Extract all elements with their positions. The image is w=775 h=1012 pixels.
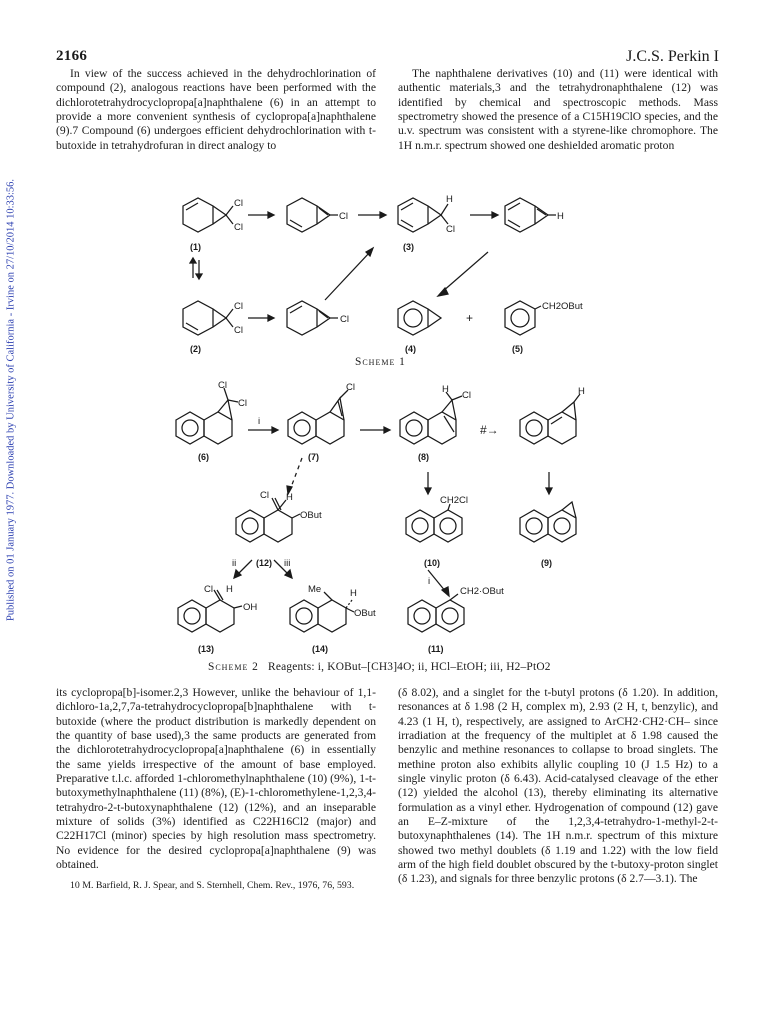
cyclopropanaphthalene-structure (520, 386, 585, 444)
compound-4-structure (398, 301, 441, 354)
cyclopropene-isomer-structure (287, 301, 349, 335)
compound-label: (2) (190, 344, 201, 354)
scheme-2-title: Scheme 2 (208, 661, 259, 673)
compound-label: (1) (190, 242, 201, 252)
substituent: CH2·OBut (460, 586, 504, 597)
atom-cl: Cl (340, 314, 349, 325)
substituent: OH (243, 602, 258, 613)
compound-label: (6) (198, 452, 209, 462)
compound-label: (14) (312, 644, 329, 654)
compound-label: (5) (512, 344, 523, 354)
compound-7-structure (288, 382, 355, 462)
body-paragraph: its cyclopropa[b]-isomer.2,3 However, unlike the behaviour of 1,1-dichloro-1a,2,7,7a-tetrahydrocyclopropa[b]naphthalene with t-butoxide (where the product distribution is markedly dependent on the quantity of base used),3 the same products are generated from the dichlorotetrahydrocyclopropa[a]naphthalene (6) in essentially the same yields irrespective of the amount of base employed. Preparative t.l.c. afforded 1-chloromethylnaphthalene (10) (9%), 1-t-butoxymethylnaphthalene (11) (8%), (E)-1-chloromethylene-1,2,3,4-tetrahydro-2-t-butoxynaphthalene (12) (12%), and an inseparable mixture of solids (3%) identified as C22H16Cl2 (major) and C22H17Cl (minor) species by high resolution mass spectrometry. No evidence for the desired cyclopropa[a]naphthalene (9) was obtained. (56, 686, 376, 872)
scheme-2-caption (208, 661, 551, 673)
atom-h: H (578, 386, 585, 397)
scheme-2-diagram (0, 380, 775, 658)
reagent-mark: i (258, 416, 261, 427)
watermark-text: Published on 01 January 1977. Downloaded by University of California - Irvine on 27/10/2014 10:33:56. (5, 178, 17, 622)
atom-h: H (350, 588, 357, 599)
compound-label: (8) (418, 452, 429, 462)
atom-cl: Cl (446, 224, 455, 235)
body-paragraph: The naphthalene derivatives (10) and (11) were identical with authentic materials,3 and the tetrahydronaphthalene (12) was identified by chemical and spectroscopic methods. Mass spectrometry showed the presence of a C15H19ClO species, and the u.v. spectrum was consistent with a styrene-like chromophore. The 1H n.m.r. spectrum showed one deshielded aromatic proton (398, 67, 718, 152)
reagent-mark: ii (232, 558, 237, 569)
atom-h: H (226, 584, 233, 595)
page-number: 2166 (56, 48, 88, 64)
compound-9-structure (520, 502, 576, 568)
atom-cl: Cl (218, 380, 227, 391)
atom-cl: Cl (234, 325, 243, 336)
body-paragraph: In view of the success achieved in the dehydrochlorination of compound (2), analogous reactions have been performed with the dichlorotetrahydrocyclopropa[a]naphthalene (6) in an attempt to provide a more convenient synthesis of cyclopropa[a]naphthalene (9).7 Compound (6) undergoes efficient dehydrochlorination with t-butoxide in tetrahydrofuran in direct analogy to (56, 67, 376, 152)
footnote: 10 M. Barfield, R. J. Spear, and S. Sternhell, Chem. Rev., 1976, 76, 593. (70, 880, 355, 892)
compound-label: (9) (541, 558, 552, 568)
substituent: OBut (354, 608, 376, 619)
atom-cl: Cl (260, 490, 269, 501)
compound-label: (11) (428, 644, 444, 654)
reagent-mark: iii (284, 558, 291, 569)
compound-14-structure (290, 584, 376, 654)
substituent: Me (308, 584, 322, 595)
compound-6-structure (176, 380, 247, 462)
compound-1-structure (183, 198, 243, 252)
compound-label: (4) (405, 344, 416, 354)
compound-8-structure (400, 384, 471, 462)
atom-cl: Cl (234, 301, 243, 312)
compound-label: (7) (308, 452, 319, 462)
atom-h: H (446, 194, 453, 205)
compound-label: (10) (424, 558, 441, 568)
atom-cl: Cl (234, 198, 243, 209)
atom-h: H (557, 211, 564, 222)
scheme-1-diagram (0, 188, 775, 360)
atom-cl: Cl (339, 211, 348, 222)
journal-name: J.C.S. Perkin I (626, 48, 719, 65)
top-left-column (56, 67, 376, 153)
body-paragraph: (δ 8.02), and a singlet for the t-butyl protons (δ 1.20). In addition, resonances at δ 1.98 (2 H, complex m), 2.93 (2 H, t, benzylic), and 4.23 (1 H, t), respectively, are assigned to ArCH2·CH2·CH– since irradiation at the frequency of the multiplet at δ 1.98 caused the benzylic and methine resonances to collapse to broad singlets. The methine proton also exhibits allylic coupling 10 (J 1.5 Hz) to a single vinylic proton (δ 6.43). Acid-catalysed cleavage of the ether (12) yielded the alcohol (13), thereby eliminating its alternative formulation as a vinyl ether. Hydrogenation of compound (12) gave an E–Z-mixture of the 1,2,3,4-tetrahydro-1-methyl-2-t-butoxynaphthalenes (14). The 1H n.m.r. spectrum of this mixture showed two methyl doublets (δ 1.19 and 1.22) with the low field arm of the high field doublet obscured by the t-butoxy-proton singlet (δ 1.23), and signals for three benzylic protons (δ 2.7—3.1). The (398, 686, 718, 886)
compound-11-structure (408, 586, 504, 654)
atom-cl: Cl (462, 390, 471, 401)
bottom-right-column (398, 686, 718, 887)
compound-5-structure (505, 301, 583, 354)
atom-h: H (442, 384, 449, 395)
compound-10-structure (406, 495, 468, 568)
compound-13-structure (178, 584, 257, 654)
compound-3-structure (398, 194, 455, 252)
atom-cl: Cl (234, 222, 243, 233)
atom-cl: Cl (204, 584, 213, 595)
atom-h: H (286, 492, 293, 503)
substituent: OBut (300, 510, 322, 521)
reagent-mark: i (428, 576, 431, 587)
atom-cl: Cl (238, 398, 247, 409)
compound-2-structure (183, 301, 243, 354)
scheme-2-reagents: Reagents: i, KOBut–[CH3]4O; ii, HCl–EtOH; iii, H2–PtO2 (268, 661, 551, 673)
substituent: CH2OBut (542, 301, 583, 312)
compound-label: (3) (403, 242, 414, 252)
cyclopropabenzene-structure (505, 198, 564, 232)
cyclopropene-intermediate-structure (287, 198, 348, 232)
compound-12-structure (236, 490, 322, 568)
compound-label: (12) (256, 558, 273, 568)
compound-label: (13) (198, 644, 215, 654)
bottom-left-column (56, 686, 376, 892)
substituent: CH2Cl (440, 495, 468, 506)
blocked-arrow: #→ (480, 423, 499, 437)
atom-cl: Cl (346, 382, 355, 393)
plus-sign: + (466, 311, 474, 325)
scheme-1-caption: Scheme 1 (355, 356, 406, 368)
top-right-column (398, 67, 718, 153)
